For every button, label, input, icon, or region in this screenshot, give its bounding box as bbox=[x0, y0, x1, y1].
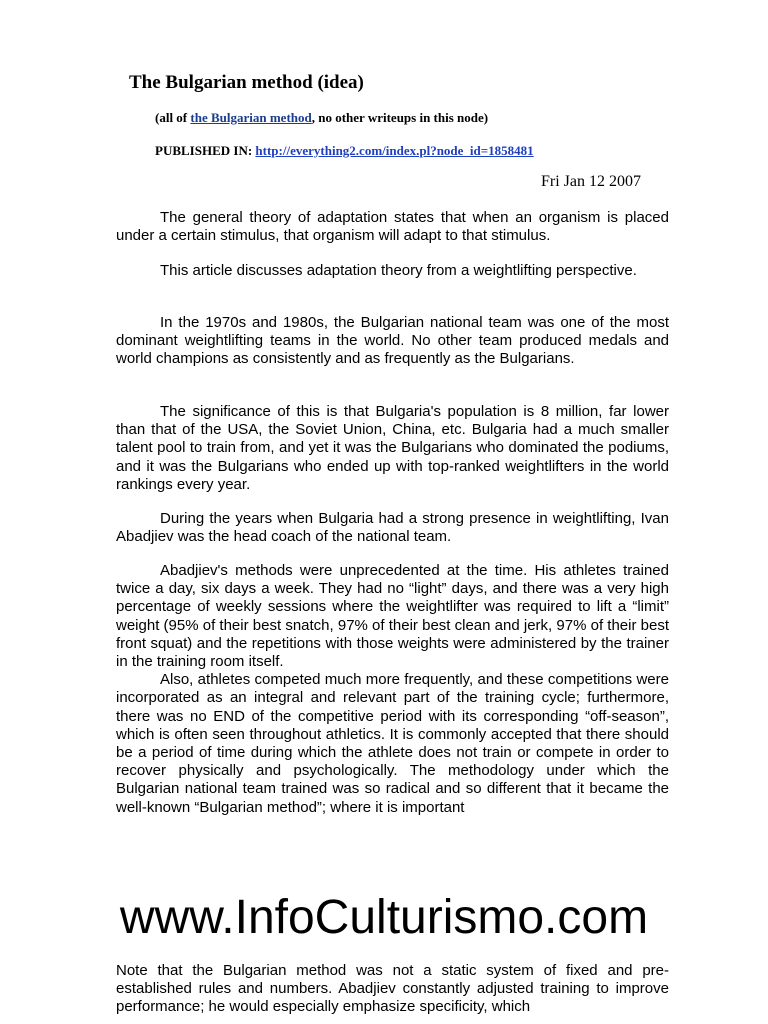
subtitle-line bbox=[155, 110, 488, 126]
paragraph-6: Abadjiev's methods were unprecedented at the time. His athletes trained twice a day, six days a week. They had no “light” days, and there was a very high percentage of weekly sessions where the weightlifter was required to lift a “limit” weight (95% of their best snatch, 97% of their best clean and jerk, 97% of their best front squat) and the repetitions with those weights were administered by the trainer in the training room itself. Also, athletes competed much more frequently, and these competitions were incorporated as an integral and relevant part of the training cycle; furthermore, there was no END of the competitive period with its corresponding “off-season”, which is often seen throughout athletics. It is commonly accepted that there should be a period of time during which the athlete does not train or compete in order to recover physically and psychologically. The methodology under which the Bulgarian national team trained was so radical and so different that it became the well-known “Bulgarian method”; where it is important bbox=[116, 562, 669, 816]
paragraph-3: In the 1970s and 1980s, the Bulgarian national team was one of the most dominant weightlifting teams in the world. No other team produced medals and world champions as consistently and as frequently as the Bulgarians. bbox=[116, 314, 669, 368]
paragraph-4: The significance of this is that Bulgaria's population is 8 million, far lower than that of the USA, the Soviet Union, China, etc. Bulgaria had a much smaller talent pool to train from, and yet it was the Bulgarians who dominated the podiums, and it was the Bulgarians who ended up with top-ranked weightlifters in the world rankings every year. bbox=[116, 403, 669, 493]
published-line bbox=[155, 143, 534, 159]
paragraph-2: This article discusses adaptation theory from a weightlifting perspective. bbox=[160, 262, 637, 279]
document-title: The Bulgarian method (idea) bbox=[129, 72, 364, 93]
paragraph-tail: Note that the Bulgarian method was not a static system of fixed and pre-established rules and numbers. Abadjiev constantly adjusted training to improve performance; he would especially emphasize specificity, which bbox=[116, 962, 669, 1016]
subtitle-suffix: , no other writeups in this node) bbox=[311, 110, 489, 125]
watermark: www.InfoCulturismo.com bbox=[119, 891, 649, 944]
published-label: PUBLISHED IN: bbox=[155, 143, 256, 158]
paragraph-5: During the years when Bulgaria had a strong presence in weightlifting, Ivan Abadjiev was the head coach of the national team. bbox=[116, 510, 669, 546]
published-url-link[interactable]: http://everything2.com/index.pl?node_id=1858481 bbox=[255, 143, 534, 158]
document-date: Fri Jan 12 2007 bbox=[541, 173, 641, 190]
paragraph-1: The general theory of adaptation states that when an organism is placed under a certain stimulus, that organism will adapt to that stimulus. bbox=[116, 209, 669, 245]
bulgarian-method-link[interactable]: the Bulgarian method bbox=[190, 110, 312, 125]
subtitle-prefix: (all of bbox=[155, 110, 191, 125]
